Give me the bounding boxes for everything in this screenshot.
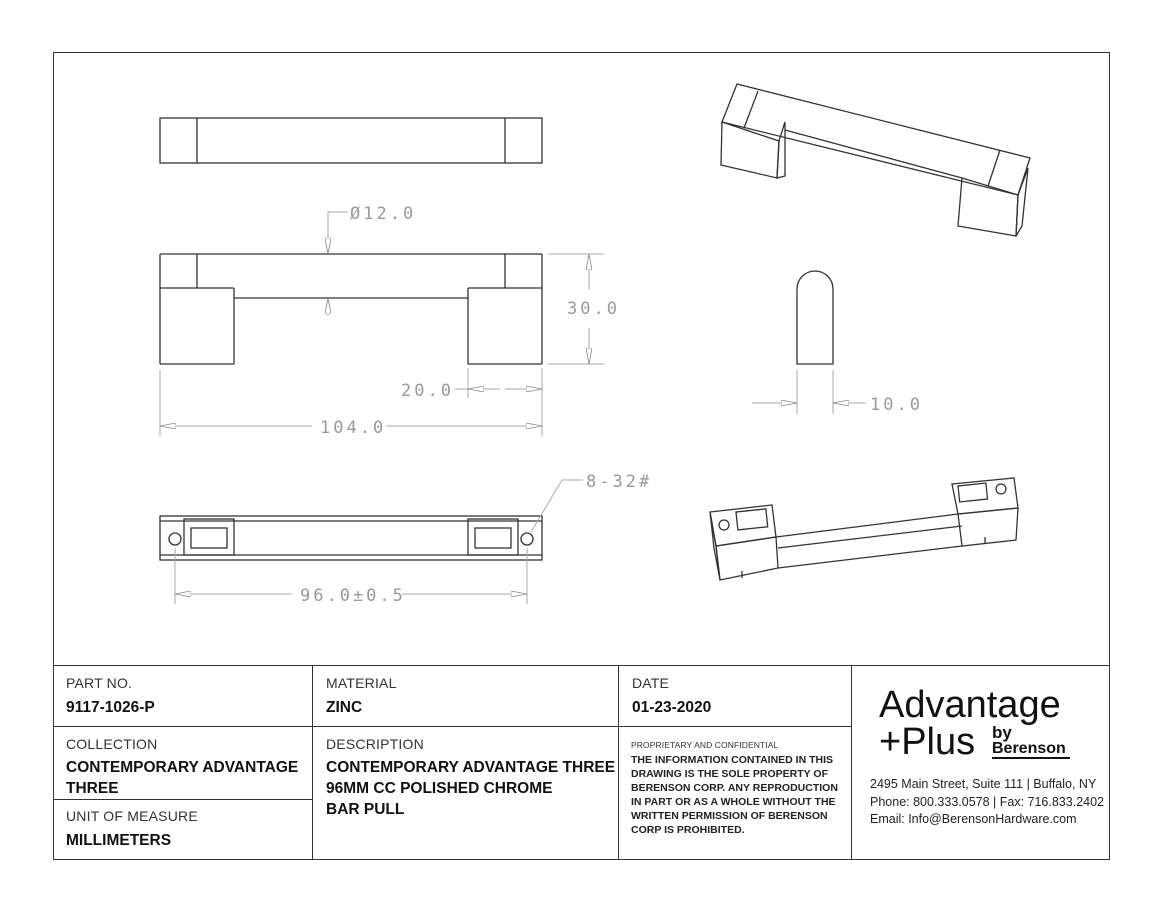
collection-cell (53, 726, 313, 800)
description-line-3: BAR PULL (326, 801, 405, 818)
top-view (160, 118, 542, 163)
center-label: 96.0±0.5 (300, 586, 406, 606)
material-value: ZINC (326, 699, 363, 716)
description-cell (312, 726, 619, 860)
description-label: DESCRIPTION (326, 736, 424, 752)
unit-label: UNIT OF MEASURE (66, 808, 198, 824)
proprietary-line: BERENSON CORP. ANY REPRODUCTION (631, 782, 838, 794)
brand-phone: Phone: 800.333.0578 | Fax: 716.833.2402 (870, 794, 1104, 809)
material-label: MATERIAL (326, 675, 397, 691)
length-dimension (160, 370, 542, 438)
center-dimension (175, 548, 527, 606)
part-no-label: PART NO. (66, 675, 133, 691)
material-cell (312, 665, 619, 727)
brand-logo-by: by (992, 723, 1012, 742)
proprietary-line: THE INFORMATION CONTAINED IN THIS (631, 754, 834, 766)
date-value: 01-23-2020 (632, 699, 712, 716)
proprietary-cell (618, 726, 852, 860)
brand-email: Email: Info@BerensonHardware.com (870, 812, 1077, 826)
brand-logo-line-1: Advantage (879, 684, 1061, 726)
brand-logo-line-2: +Plus (879, 721, 976, 763)
diameter-callout (328, 204, 416, 316)
left-screw-hole (169, 533, 181, 545)
collection-line-2: THREE (66, 780, 119, 797)
part-no-value: 9117-1026-P (66, 699, 155, 716)
length-label: 104.0 (320, 418, 387, 438)
proprietary-line: DRAWING IS THE SOLE PROPERTY OF (631, 768, 828, 780)
collection-label: COLLECTION (66, 736, 158, 752)
proprietary-line: CORP IS PROHIBITED. (631, 824, 745, 836)
title-block (53, 665, 1110, 860)
brand-cell (851, 665, 1110, 860)
description-line-1: CONTEMPORARY ADVANTAGE THREE (326, 759, 616, 776)
proprietary-label: PROPRIETARY AND CONFIDENTIAL (631, 740, 779, 750)
brand-address: 2495 Main Street, Suite 111 | Buffalo, NY (870, 777, 1097, 791)
proprietary-line: IN PART OR AS A WHOLE WITHOUT THE (631, 796, 836, 808)
width-label: 10.0 (870, 395, 923, 415)
thread-callout (531, 472, 652, 532)
collection-line-1: CONTEMPORARY ADVANTAGE (66, 759, 299, 776)
description-line-2: 96MM CC POLISHED CHROME (326, 780, 553, 797)
proprietary-line: WRITTEN PERMISSION OF BERENSON (631, 810, 828, 822)
part-no-cell (53, 665, 313, 727)
bottom-view (160, 516, 542, 560)
diameter-label: Ø12.0 (350, 204, 417, 224)
foot-label: 20.0 (401, 381, 454, 401)
isometric-top-view (721, 84, 1030, 236)
unit-cell (53, 799, 313, 860)
right-screw-hole (521, 533, 533, 545)
unit-value: MILLIMETERS (66, 832, 172, 849)
height-label: 30.0 (567, 299, 620, 319)
date-cell (618, 665, 852, 727)
side-view (752, 271, 923, 415)
thread-label: 8-32# (586, 472, 653, 492)
isometric-bottom-view (710, 478, 1018, 580)
height-dimension (548, 254, 620, 364)
brand-logo-company: Berenson (992, 741, 1070, 759)
front-view (160, 254, 542, 364)
date-label: DATE (632, 675, 670, 691)
